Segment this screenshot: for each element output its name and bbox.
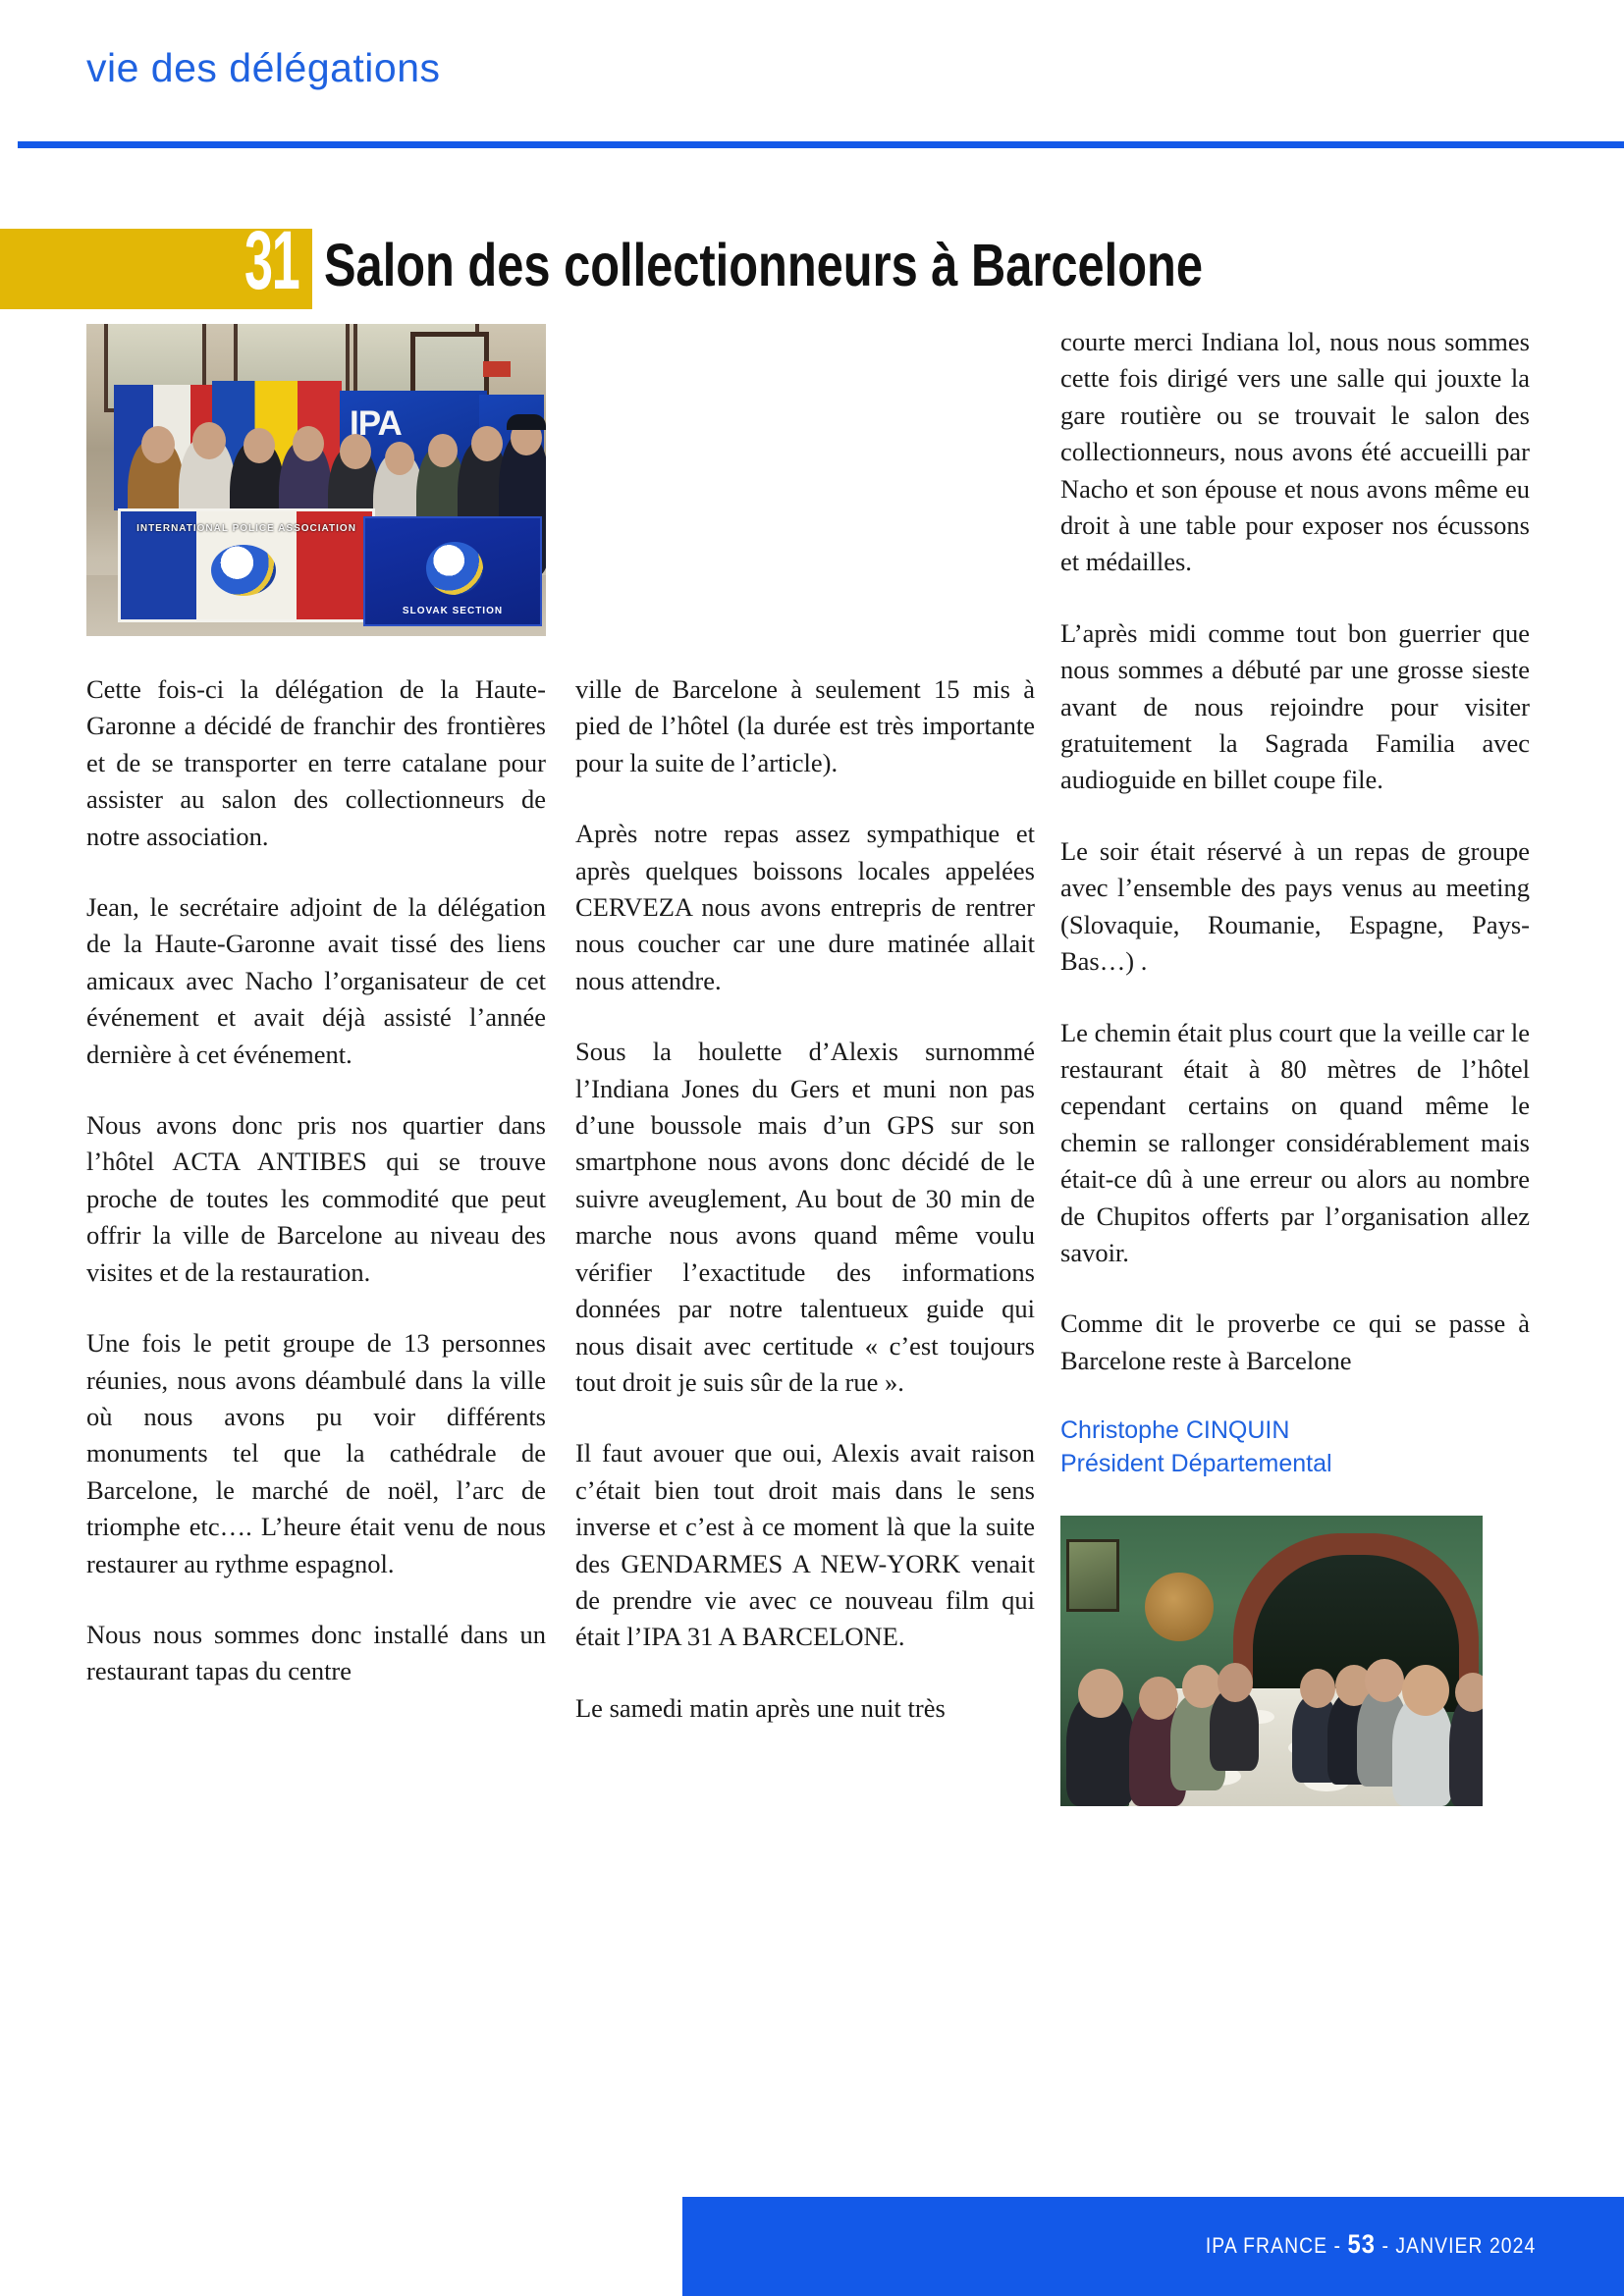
ipa-emblem-icon (426, 542, 483, 595)
text-column-1 (86, 324, 546, 1690)
paragraph: Sous la houlette d’Alexis surnommé l’Indiana Jones du Gers et muni non pas d’une boussole mais d’un GPS sur son smartphone nous avons donc décidé de le suivre aveuglement, Au bout de 30 min de marche nous avons quand même voulu vérifier l’exactitude des informations données par notre talentueux guide qui nous disait avec certitude « c’est toujours tout droit je suis sûr de la rue ». (575, 1037, 1035, 1397)
page-title: Salon des collectionneurs à Barcelone (324, 232, 1203, 298)
page-header (0, 0, 1624, 152)
department-number-badge (0, 214, 312, 309)
person-head (385, 442, 414, 475)
text-column-2 (575, 324, 1035, 1727)
person-head (293, 426, 324, 461)
ipa-emblem-icon (211, 545, 276, 596)
person-head (1139, 1677, 1178, 1720)
person-head (340, 434, 371, 469)
paragraph: courte merci Indiana lol, nous nous sommes cette fois dirigé vers une salle qui jouxte la gare routière ou se trouvait le salon des collectionneurs, nous avons été accueilli par Nacho et son épouse et nous avons même eu droit à une table pour exposer nos écussons et médailles. (1060, 327, 1530, 577)
article-title-band (0, 214, 1624, 309)
paragraph: Comme dit le proverbe ce qui se passe à Barcelone reste à Barcelone (1060, 1308, 1530, 1375)
framed-picture-icon (1066, 1539, 1119, 1612)
author-role: Président Départemental (1060, 1450, 1332, 1478)
photo-group-delegation (86, 324, 546, 636)
paragraph: Nous nous sommes donc installé dans un restaurant tapas du centre (86, 1619, 546, 1686)
page-footer (682, 2197, 1624, 2296)
person-head (1078, 1669, 1123, 1718)
person-head (192, 422, 226, 459)
photo-group-dinner (1060, 1516, 1483, 1806)
police-cap-icon (507, 414, 546, 430)
paragraph: L’après midi comme tout bon guerrier que nous sommes a débuté par une grosse sieste avant de nous rejoindre pour visiter gratuitement la Sagrada Familia avec audioguide en billet coupe file. (1060, 617, 1530, 795)
person-head (244, 428, 275, 463)
section-kicker: vie des délégations (86, 45, 441, 90)
person-head (141, 426, 175, 463)
author-name: Christophe CINQUIN (1060, 1416, 1290, 1445)
flag-haute-garonne (118, 508, 375, 622)
footer-publication: IPA FRANCE - (1205, 2233, 1348, 2258)
paragraph: Il faut avouer que oui, Alexis avait raison c’était bien tout droit mais dans le sens inverse et c’est à ce moment là que la suite des GENDARMES A NEW-YORK venait de prendre vie avec ce nouveau film qui était l’IPA 31 A BARCELONE. (575, 1438, 1035, 1652)
paragraph: Le soir était réservé à un repas de groupe avec l’ensemble des pays venus au meeting (Slovaquie, Roumanie, Espagne, Pays-Bas…) . (1060, 835, 1530, 977)
footer-text (1206, 2229, 1536, 2260)
person-head (471, 426, 503, 461)
paragraph: Jean, le secrétaire adjoint de la délégation de la Haute-Garonne avait tissé des liens amicaux avec Nacho l’organisateur de cet événement et avait déjà assisté l’année dernière à cet événement. (86, 892, 546, 1069)
paragraph: Une fois le petit groupe de 13 personnes réunies, nous avons déambulé dans la ville où nous avons pu voir différents monuments tel que la cathédrale de Barcelone, le marché de noël, l’arc de triomphe etc…. L’heure était venu de nous restaurer au rythme espagnol. (86, 1328, 546, 1578)
paragraph: Le chemin était plus court que la veille car le restaurant était à 80 mètres de l’hôtel cependant certains on quand même le chemin se rallonger considérablement mais était-ce dû à une erreur ou alors au nombre de Chupitos offerts par l’organisation allez savoir. (1060, 1017, 1530, 1267)
footer-page-number: 53 (1347, 2229, 1376, 2259)
column-2-photo-spacer (575, 324, 1035, 671)
paragraph: Après notre repas assez sympathique et après quelques boissons locales appelées CERVEZA nous avons entrepris de rentrer nous coucher car une dure matinée allait nous attendre. (575, 819, 1035, 995)
person-head (1218, 1663, 1253, 1702)
person-head (1402, 1665, 1449, 1716)
header-divider-rule (18, 141, 1624, 148)
restaurant-logo-roundel (1145, 1573, 1214, 1641)
exit-sign-icon (483, 361, 511, 377)
paragraph: Nous avons donc pris nos quartier dans l’hôtel ACTA ANTIBES qui se trouve proche de toutes les commodité que peut offrir la ville de Barcelone au niveau des visites et de la restauration. (86, 1110, 546, 1287)
person-head (428, 434, 458, 467)
paragraph: Cette fois-ci la délégation de la Haute-Garonne a décidé de franchir des frontières et de se transporter en terre catalane pour assister au salon des collectionneurs de notre association. (86, 674, 546, 851)
person-head (1365, 1659, 1404, 1702)
person-head (1300, 1669, 1335, 1708)
paragraph: ville de Barcelone à seulement 15 mis à pied de l’hôtel (la durée est très importante pour la suite de l’article). (575, 674, 1035, 777)
text-column-3 (1060, 324, 1530, 1806)
author-signature (1060, 1414, 1530, 1480)
paragraph: Le samedi matin après une nuit très (575, 1692, 946, 1723)
footer-date: - JANVIER 2024 (1375, 2233, 1536, 2258)
flag-slovak-section (363, 516, 542, 626)
department-number: 31 (244, 214, 298, 306)
person-silhouette (1449, 1698, 1483, 1806)
